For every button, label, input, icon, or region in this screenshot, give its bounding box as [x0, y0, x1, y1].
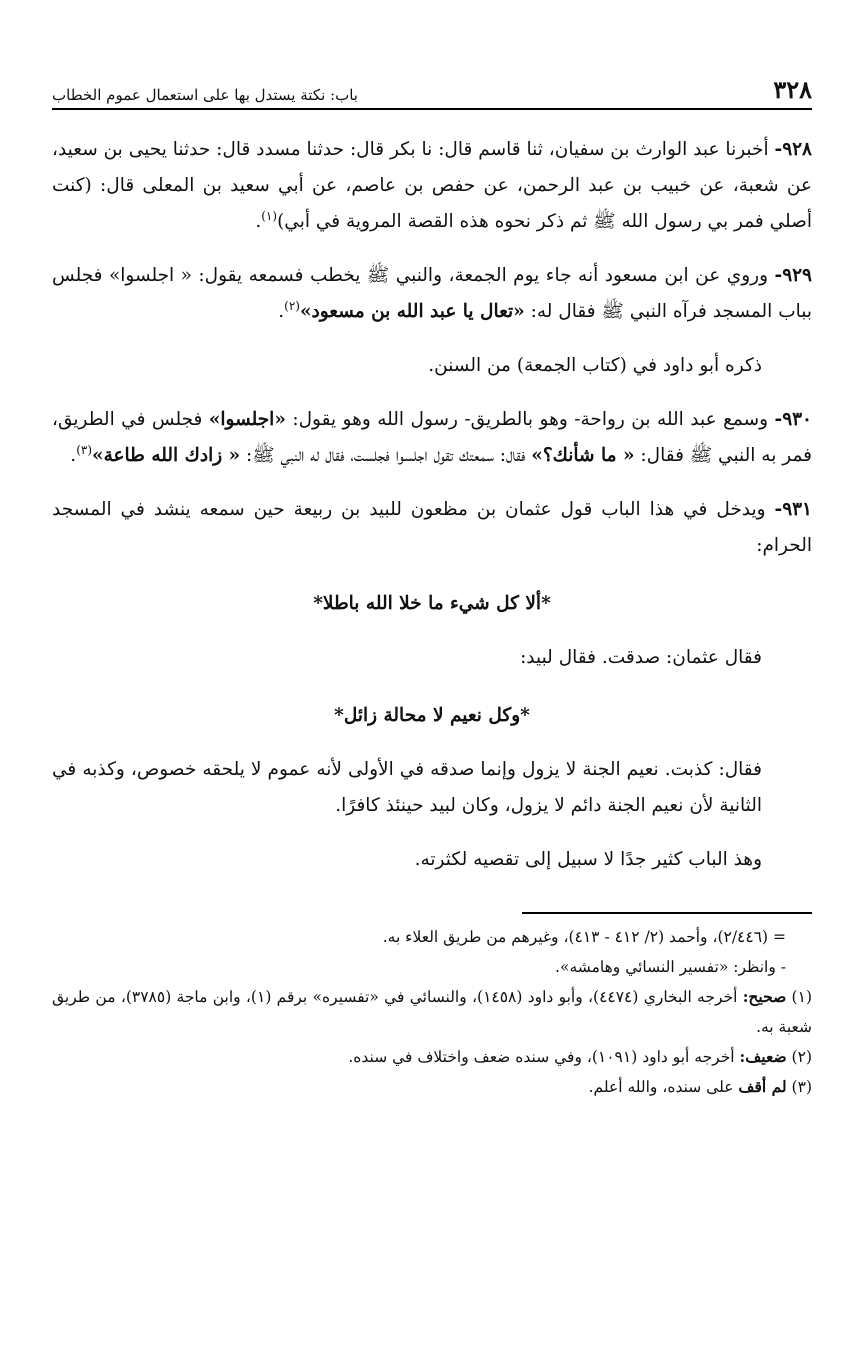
- grade-label: ضعيف:: [739, 1047, 787, 1066]
- hadith-928: ٩٢٨- أخبرنا عبد الوارث بن سفيان، ثنا قاسم قال: نا بكر قال: حدثنا مسدد قال: حدثنا يحيى بن سعيد، عن شعبة، عن خبيب بن عبد الرحمن، عن حفص بن عاصم، عن أبي سعيد بن المعلى قال: (كنت أصلي فمر بي رسول الله ﷺ ثم ذكر نحوه هذه القصة المروية في أبي)$^{(١)}$.: [52, 139, 812, 232]
- prophet-quote: «اجلسوا»: [208, 409, 286, 430]
- closing-remark: وهذ الباب كثير جدًا لا سبيل إلى تقصيه لكثرته.: [414, 849, 762, 870]
- hadith-number: ٩٢٨-: [774, 139, 812, 160]
- chapter-title: باب: نكتة يستدل بها على استعمال عموم الخطاب: [52, 86, 358, 104]
- hadith-number: ٩٣١-: [774, 499, 812, 520]
- uthman-reply: فقال عثمان: صدقت. فقال لبيد:: [520, 647, 762, 668]
- footnotes: [52, 912, 812, 1102]
- footnote-see-also: - وانظر: «تفسير النسائي وهامشه».: [555, 958, 786, 976]
- hadith-text: أخبرنا عبد الوارث بن سفيان، ثنا قاسم قال: نا بكر قال: حدثنا مسدد قال: حدثنا يحيى بن سعيد، عن شعبة، عن خبيب بن عبد الرحمن، عن حفص بن عاصم، عن أبي سعيد بن المعلى قال: (كنت أصلي فمر بي رسول الله ﷺ ثم ذكر نحوه هذه القصة المروية في أبي): [52, 139, 812, 232]
- footnote-continuation: = (٢/٤٤٦)، وأحمد (٢/ ٤١٢ - ٤١٣)، وغيرهم من طريق العلاء به.: [382, 928, 786, 946]
- grade-label: صحيح:: [742, 987, 787, 1006]
- hadith-text: ويدخل في هذا الباب قول عثمان بن مظعون للبيد بن ربيعة حين سمعه ينشد في المسجد الحرام:: [52, 499, 812, 556]
- prophet-quote: « ما شأنك؟»: [531, 445, 635, 466]
- footnote-ref: (٣): [76, 442, 93, 457]
- prophet-quote: « زادك الله طاعة»: [92, 445, 241, 466]
- commentary: فقال: كذبت. نعيم الجنة لا يزول وإنما صدقه في الأولى لأنه عموم لا يلحقه خصوص، وكذبه في الثانية لأن نعيم الجنة دائم لا يزول، وكان لبيد حينئذ كافرًا.: [52, 759, 762, 816]
- hadith-number: ٩٣٠-: [774, 409, 812, 430]
- hadith-931: [52, 492, 812, 564]
- hadith-number: ٩٢٩-: [774, 265, 812, 286]
- footnote-2: (٢) ضعيف: أخرجه أبو داود (١٠٩١)، وفي سنده ضعف واختلاف في سنده.: [348, 1047, 812, 1066]
- footnote-ref: (١): [261, 208, 278, 223]
- grade-label: لم أقف: [738, 1077, 787, 1096]
- poem-verse-1: *ألا كل شيء ما خلا الله باطلا*: [313, 593, 551, 614]
- footnote-ref: (٢): [284, 298, 300, 313]
- footnote-3: (٣) لم أقف على سنده، والله أعلم.: [588, 1077, 812, 1096]
- page-number: ٣٢٨: [773, 75, 812, 104]
- source-note: ذكره أبو داود في (كتاب الجمعة) من السنن.: [428, 355, 762, 376]
- book-page: [52, 70, 812, 1350]
- prophet-quote: «تعال يا عبد الله بن مسعود»: [299, 301, 525, 322]
- hadith-text: وروي عن ابن مسعود أنه جاء يوم الجمعة، والنبي ﷺ يخطب فسمعه يقول: « اجلسوا» فجلس بباب المسجد فرآه النبي ﷺ فقال له:: [52, 265, 812, 322]
- footnote-divider: [522, 912, 812, 914]
- poem-verse-2: *وكل نعيم لا محالة زائل*: [334, 705, 530, 726]
- hadith-929: ٩٢٩- وروي عن ابن مسعود أنه جاء يوم الجمعة، والنبي ﷺ يخطب فسمعه يقول: « اجلسوا» فجلس بباب المسجد فرآه النبي ﷺ فقال له: «تعال يا عبد الله بن مسعود»$^{(٢)}$.: [52, 265, 812, 322]
- hadith-930: ٩٣٠- وسمع عبد الله بن رواحة- وهو بالطريق- رسول الله وهو يقول: «اجلسوا» فجلس في الطريق، فمر به النبي ﷺ فقال: « ما شأنك؟» فقال: سمعتك تقول اجلسوا فجلست، فقال له النبي ﷺ: « زادك الله طاعة»$^{(٣)}$.: [52, 409, 812, 466]
- footnote-1: (١) صحيح: أخرجه البخاري (٤٤٧٤)، وأبو داود (١٤٥٨)، والنسائي في «تفسيره» برقم (١)، وابن ماجة (٣٧٨٥)، من طريق شعبة به.: [52, 987, 812, 1036]
- page-header: [52, 70, 812, 110]
